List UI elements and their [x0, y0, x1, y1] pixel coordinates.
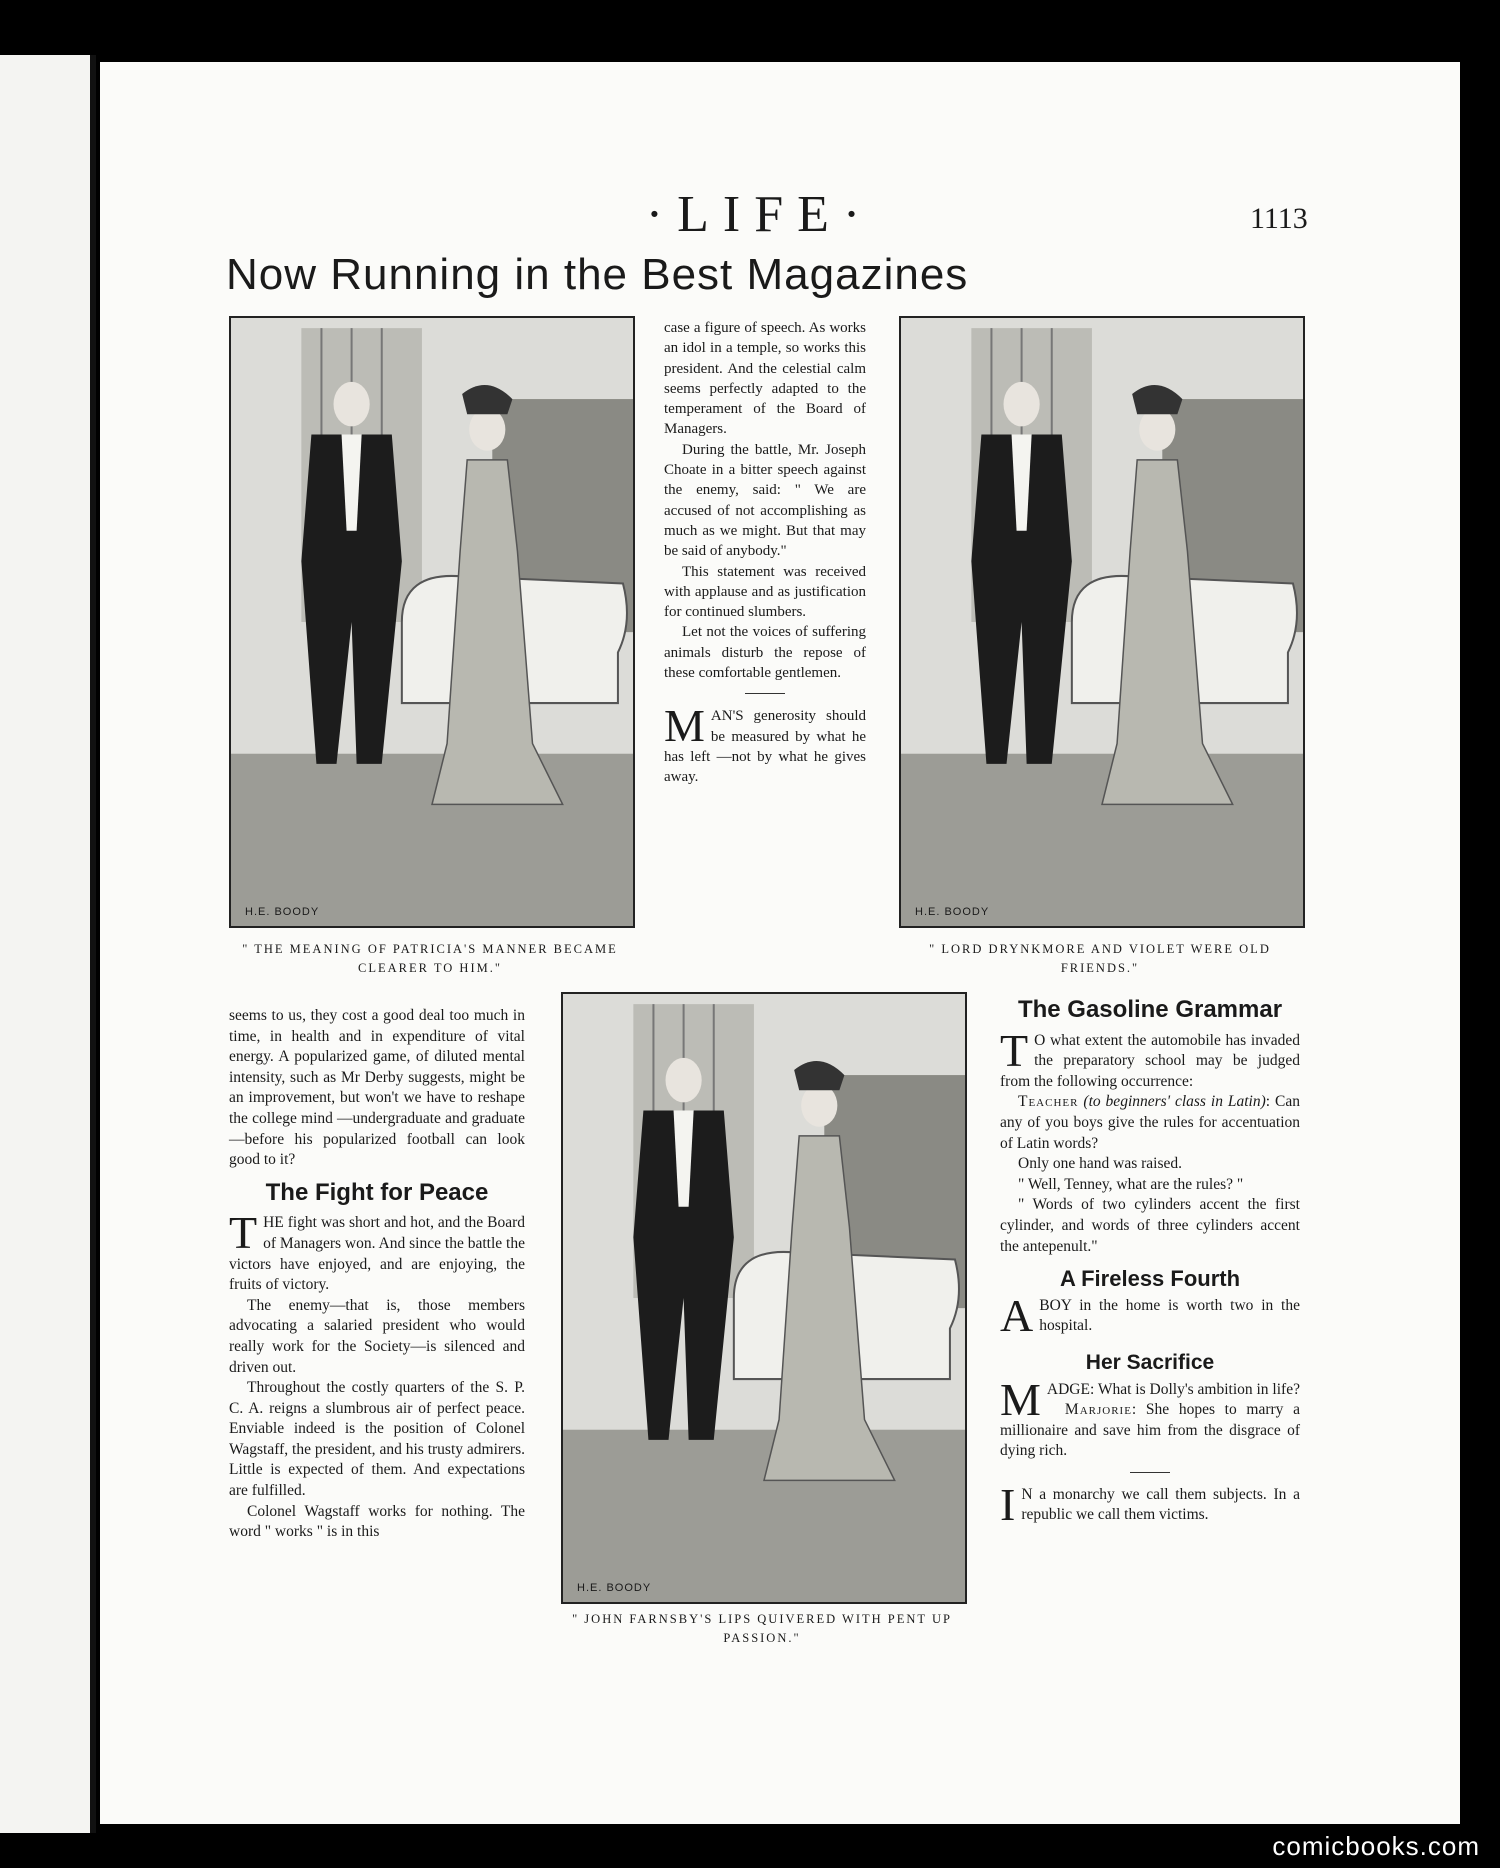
paragraph: Only one hand was raised.: [1018, 1155, 1182, 1173]
drop-cap: T: [1000, 1024, 1029, 1076]
artist-signature: H.E. BOODY: [245, 906, 320, 918]
artist-signature: H.E. BOODY: [915, 906, 990, 918]
paragraph: This statement was received with applause and as justification for continued slumbers.: [664, 563, 866, 621]
paragraph: seems to us, they cost a good deal too much in time, in health and in expenditure of vital energy. A popularized game, of diluted mental intensity, such as Mr Derby suggests, might be an improvement, but won't we have to reshape the college mind —undergraduate and graduate—before his popularized football can look good to it?: [229, 1007, 525, 1169]
stage-direction: (to beginners' class in Latin): [1083, 1093, 1266, 1111]
gasoline-grammar-heading: The Gasoline Grammar: [1017, 996, 1283, 1023]
masthead: ·LIFE·: [645, 186, 875, 243]
caption-drynkmore: " LORD DRYNKMORE AND VIOLET WERE OLD FRIENDS.": [929, 942, 1271, 975]
paragraph: " Well, Tenney, what are the rules? ": [1018, 1175, 1244, 1193]
dialogue: : Can any of you boys give the rules for accentuation of Latin words?: [1000, 1093, 1300, 1152]
artist-signature: H.E. BOODY: [577, 1582, 652, 1594]
illustration-farnsby: [561, 992, 967, 1604]
paragraph-text: O what extent the automobile has invaded the preparatory school may be judged from the following occurrence:: [1000, 1031, 1300, 1090]
paragraph: Colonel Wagstaff works for nothing. The word " works " is in this: [229, 1502, 525, 1541]
paragraph-text: BOY in the home is worth two in the hospital.: [1039, 1296, 1300, 1335]
divider: [745, 693, 785, 694]
paragraph: The enemy—that is, those members advocating a salaried president who would really work for the Society—is silenced and driven out.: [229, 1296, 525, 1376]
caption-farnsby: " JOHN FARNSBY'S LIPS QUIVERED WITH PENT UP PASSION.": [572, 1612, 952, 1645]
paragraph: Throughout the costly quarters of the S. P. C. A. reigns a slumbrous air of perfect peace. Enviable indeed is the position of Colonel Wagstaff, the president, and his trusty admirers. Little is expected of them. And expectations are fulfilled.: [229, 1379, 525, 1500]
drop-cap: T: [229, 1207, 258, 1259]
illustration-patricia: [229, 316, 635, 928]
paragraph: [1000, 1478, 1300, 1530]
drop-cap: M: [664, 700, 705, 752]
speaker-label: Teacher: [1018, 1093, 1079, 1111]
paragraph: [1000, 1024, 1300, 1093]
her-sacrifice-heading: Her Sacrifice: [1085, 1350, 1215, 1374]
couple-drawing: [563, 994, 965, 1602]
paragraph: During the battle, Mr. Joseph Choate in a bitter speech against the enemy, said: " We are accused of not accomplishing as much as we might. But that may be said of anybody.": [664, 441, 866, 560]
divider: [1130, 1472, 1170, 1473]
mans-generosity-item: [664, 700, 866, 787]
teacher-paragraph: [1000, 1092, 1300, 1154]
fight-for-peace-heading: The Fight for Peace: [265, 1178, 489, 1206]
paragraph-text: N a monarchy we call them subjects. In a republic we call them victims.: [1021, 1485, 1300, 1524]
couple-drawing: [231, 318, 633, 926]
paragraph: case a figure of speech. As works an idol in a temple, so works this president. And the celestial calm seems perfectly adapted to the temperament of the Board of Managers.: [664, 320, 866, 438]
illustration-drynkmore: [899, 316, 1305, 928]
page-number: 1113: [1250, 202, 1308, 235]
fireless-fourth-heading: A Fireless Fourth: [1059, 1266, 1241, 1292]
drop-cap: M: [1000, 1373, 1041, 1425]
middle-column: [664, 318, 866, 788]
drop-cap: I: [1000, 1478, 1016, 1530]
paragraph-text: HE fight was short and hot, and the Board of Managers won. And since the battle the victors have enjoyed, and are enjoying, the fruits of victory.: [229, 1214, 525, 1294]
paragraph: Let not the voices of suffering animals disturb the repose of these comfortable gentlemen.: [664, 624, 866, 682]
marjorie-paragraph: [1000, 1400, 1300, 1462]
couple-drawing: [901, 318, 1303, 926]
left-column: [229, 1006, 525, 1543]
paragraph: AN'S generosity should be measured by what he has left —not by what he gives away.: [664, 708, 866, 786]
headline: Now Running in the Best Magazines: [226, 250, 969, 299]
caption-patricia: " THE MEANING OF PATRICIA'S MANNER BECAME CLEARER TO HIM.": [242, 942, 618, 975]
paragraph: [229, 1207, 525, 1295]
paragraph: " Words of two cylinders accent the first cylinder, and words of three cylinders accent the antepenult.": [1000, 1196, 1300, 1255]
watermark: comicbooks.com: [1272, 1831, 1480, 1861]
paragraph-text: ADGE: What is Dolly's ambition in life?: [1046, 1380, 1300, 1398]
speaker-label: Marjorie: [1064, 1401, 1132, 1419]
right-column: [1000, 996, 1300, 1530]
drop-cap: A: [1000, 1289, 1034, 1341]
dialogue: : She hopes to marry a millionaire and save him from the disgrace of dying rich.: [1000, 1401, 1300, 1460]
facing-page-edge: [0, 55, 96, 1833]
paragraph: [1000, 1289, 1300, 1341]
